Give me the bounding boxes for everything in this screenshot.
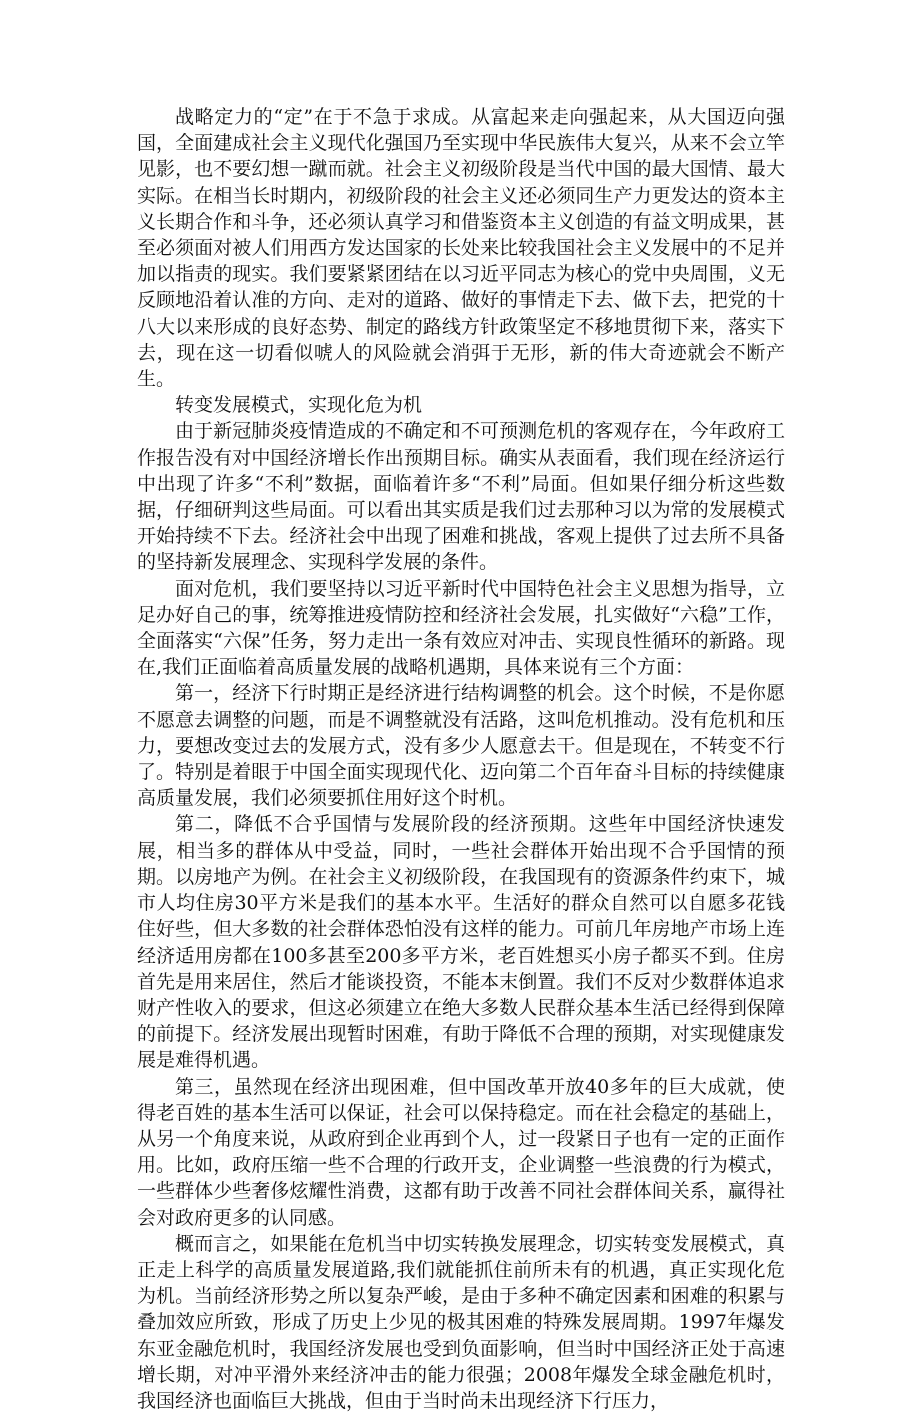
paragraph-third-point: 第三，虽然现在经济出现困难，但中国改革开放40多年的巨大成就，使得老百姓的基本生活可以保证，社会可以保持稳定。而在社会稳定的基础上，从另一个角度来说，从政府到企业再到个人，过一段紧日子也有一定的正面作用。比如，政府压缩一些不合理的行政开支，企业调整一些浪费的行为模式，一些群体少些奢侈炫耀性消费，这都有助于改善不同社会群体间关系，赢得社会对政府更多的认同感。 bbox=[137, 1075, 785, 1229]
paragraph-uncertainty: 由于新冠肺炎疫情造成的不确定和不可预测危机的客观存在，今年政府工作报告没有对中国经济增长作出预期目标。确实从表面看，我们现在经济运行中出现了许多“不利”数据，面临着许多“不利”局面。但如果仔细分析这些数据，仔细研判这些局面。可以看出其实质是我们过去那种习以为常的发展模式开始持续不下去。经济社会中出现了困难和挑战，客观上提供了过去所不具备的坚持新发展理念、实现科学发展的条件。 bbox=[137, 420, 785, 574]
paragraph-second-point: 第二，降低不合乎国情与发展阶段的经济预期。这些年中国经济快速发展，相当多的群体从中受益，同时，一些社会群体开始出现不合乎国情的预期。以房地产为例。在社会主义初级阶段，在我国现有的资源条件约束下，城市人均住房30平方米是我们的基本水平。生活好的群众自然可以自愿多花钱住好些，但大多数的社会群体恐怕没有这样的能力。可前几年房地产市场上连经济适用房都在100多甚至200多平方米，老百姓想买小房子都买不到。住房首先是用来居住，然后才能谈投资，不能本末倒置。我们不反对少数群体追求财产性收入的要求，但这必须建立在绝大多数人民群众基本生活已经得到保障的前提下。经济发展出现暂时困难，有助于降低不合理的预期，对实现健康发展是难得机遇。 bbox=[137, 813, 785, 1072]
paragraph-conclusion: 概而言之，如果能在危机当中切实转换发展理念，切实转变发展模式，真正走上科学的高质量发展道路,我们就能抓住前所未有的机遇，真正实现化危为机。当前经济形势之所以复杂严峻，是由于多种不确定因素和困难的积累与叠加效应所致，形成了历史上少见的极其困难的特殊发展周期。1997年爆发东亚金融危机时，我国经济发展也受到负面影响，但当时中国经济正处于高速增长期，对冲平滑外来经济冲击的能力很强；2008年爆发全球金融危机时，我国经济也面临巨大挑战，但由于当时尚未出现经济下行压力， bbox=[137, 1232, 785, 1412]
section-heading: 转变发展模式，实现化危为机 bbox=[175, 394, 423, 417]
paragraph-first-point: 第一，经济下行时期正是经济进行结构调整的机会。这个时候，不是你愿不愿意去调整的问题，而是不调整就没有活路，这叫危机推动。没有危机和压力，要想改变过去的发展方式，没有多少人愿意去干。但是现在，不转变不行了。特别是着眼于中国全面实现现代化、迈向第二个百年奋斗目标的持续健康高质量发展，我们必须要抓住用好这个时机。 bbox=[137, 682, 785, 810]
document-body bbox=[137, 104, 785, 1414]
paragraph-facing-crisis: 面对危机，我们要坚持以习近平新时代中国特色社会主义思想为指导，立足办好自己的事，统筹推进疫情防控和经济社会发展，扎实做好“六稳”工作，全面落实“六保”任务，努力走出一条有效应对冲击、实现良性循环的新路。现在,我们正面临着高质量发展的战略机遇期，具体来说有三个方面： bbox=[137, 577, 785, 679]
paragraph-strategic-resolve: 战略定力的“定”在于不急于求成。从富起来走向强起来，从大国迈向强国，全面建成社会主义现代化强国乃至实现中华民族伟大复兴，从来不会立竿见影，也不要幻想一蹴而就。社会主义初级阶段是当代中国的最大国情、最大实际。在相当长时期内，初级阶段的社会主义还必须同生产力更发达的资本主义长期合作和斗争，还必须认真学习和借鉴资本主义创造的有益文明成果，甚至必须面对被人们用西方发达国家的长处来比较我国社会主义发展中的不足并加以指责的现实。我们要紧紧团结在以习近平同志为核心的党中央周围，义无反顾地沿着认准的方向、走对的道路、做好的事情走下去、做下去，把党的十八大以来形成的良好态势、制定的路线方针政策坚定不移地贯彻下来，落实下去，现在这一切看似唬人的风险就会消弭于无形，新的伟大奇迹就会不断产生。 bbox=[137, 106, 785, 391]
